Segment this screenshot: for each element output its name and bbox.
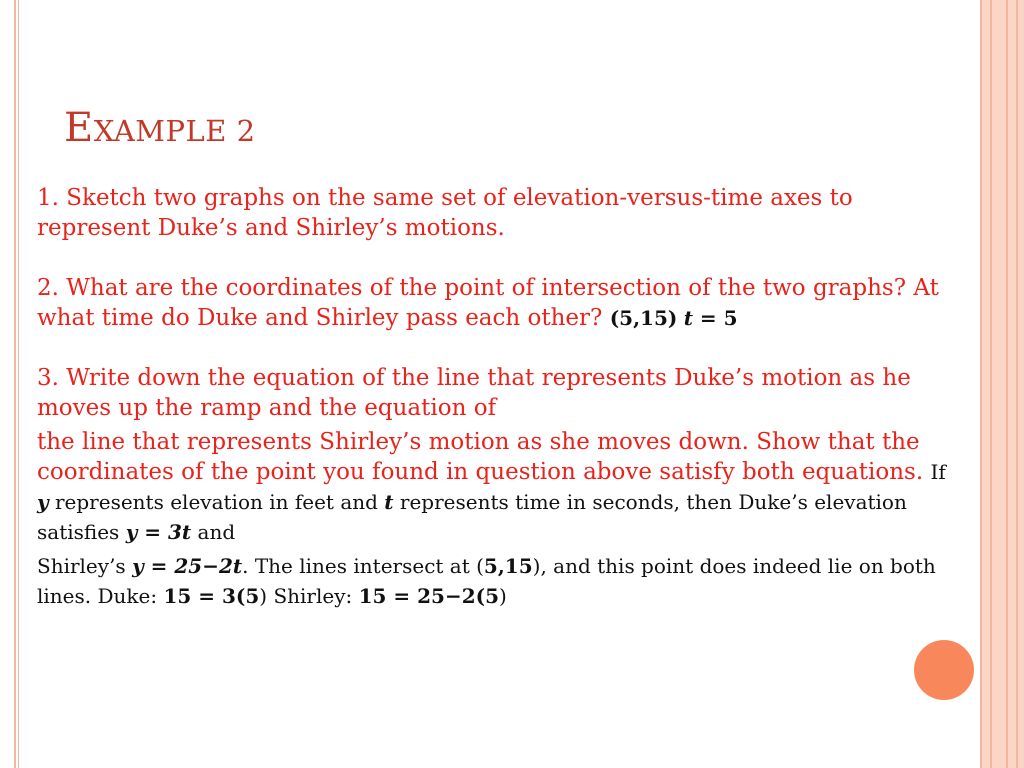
intersection-point: 5,15	[483, 554, 533, 578]
answer-point: (5,15)	[609, 306, 678, 330]
slide-body	[37, 183, 947, 611]
answer-text: If	[930, 460, 946, 484]
frame-right-line	[990, 0, 992, 768]
duke-equation: y = 3t	[125, 520, 192, 544]
slide-title	[64, 105, 256, 151]
answer-var-y: y	[37, 490, 49, 514]
question-2-text: 2. What are the coordinates of the point of intersection of the two graphs? At what time do Duke and Shirley pass each other?	[37, 275, 939, 331]
question-1: 1. Sketch two graphs on the same set of elevation-versus-time axes to represent Duke’s and Shirley’s motions.	[37, 185, 853, 241]
shirley-check: 15 = 25−2(5	[358, 584, 500, 608]
answer-text: Shirley’s	[37, 554, 133, 578]
answer-time-variable: t	[683, 306, 693, 330]
title-initial: E	[64, 105, 94, 151]
frame-left-line	[14, 0, 16, 768]
question-3-part-a: 3. Write down the equation of the line that represents Duke’s motion as he moves up the ramp and the equation of	[37, 365, 911, 421]
question-3-text: the line that represents Shirley’s motion as she moves down. Show that the coordinates of the point you found in question above satisfy both equations.	[37, 429, 931, 485]
title-rest: XAMPLE 2	[93, 114, 256, 148]
answer-var-t: t	[384, 490, 394, 514]
answer-text: and	[191, 520, 236, 544]
answer-text: ) Shirley:	[259, 584, 359, 608]
question-2	[37, 273, 947, 333]
duke-check: 15 = 3(5	[163, 584, 260, 608]
answer-text: . The lines intersect at (	[242, 554, 484, 578]
answer-text: represents time in seconds, then Duke’s elevation satisfies	[37, 490, 907, 544]
decorative-circle	[914, 640, 974, 700]
frame-right-line	[980, 0, 982, 768]
frame-left-line-inner	[18, 0, 19, 768]
question-3-part-b	[37, 427, 947, 611]
answer-time-equation: = 5	[692, 306, 738, 330]
frame-right-line	[1016, 0, 1018, 768]
answer-text: ), and this point does indeed lie on both lines. Duke:	[37, 554, 936, 608]
frame-right-line	[1006, 0, 1008, 768]
answer-text: )	[499, 584, 507, 608]
answer-text: represents elevation in feet and	[48, 490, 385, 514]
shirley-equation: y = 25−2t	[132, 554, 243, 578]
